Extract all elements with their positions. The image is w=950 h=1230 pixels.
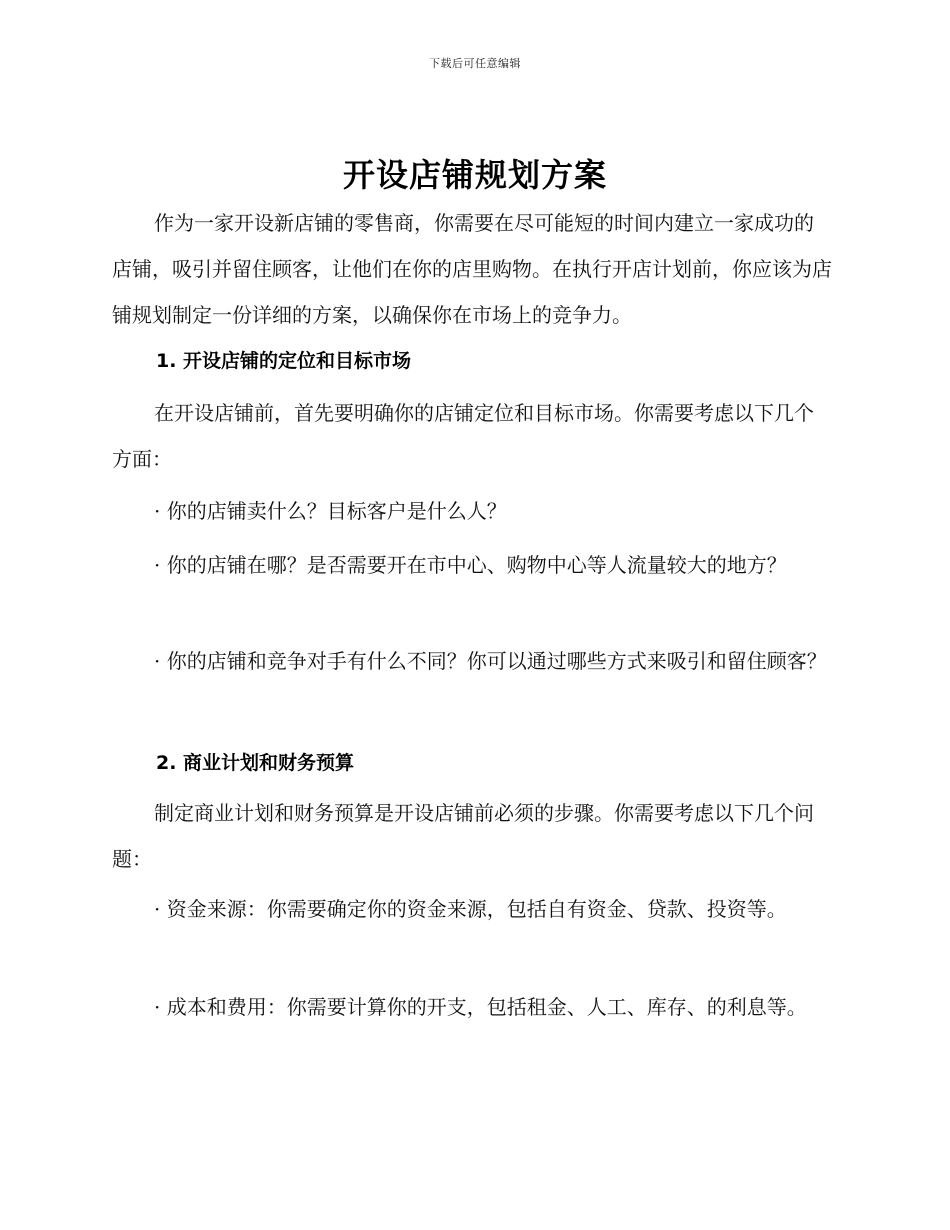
section-2-bullet: · 成本和费用：你需要计算你的开支，包括租金、人工、库存、的利息等。	[154, 995, 807, 1019]
section-1-bullet: · 你的店铺和竞争对手有什么不同？你可以通过哪些方式来吸引和留住顾客？	[154, 649, 827, 673]
section-2-paragraph: 制定商业计划和财务预算是开设店铺前必须的步骤。你需要考虑以下几个问题：	[112, 801, 814, 871]
section-1-heading: 1. 开设店铺的定位和目标市场	[156, 350, 412, 372]
document-title: 开设店铺规划方案	[342, 156, 607, 194]
section-2-heading: 2. 商业计划和财务预算	[156, 752, 355, 774]
section-2-bullet: · 资金来源：你需要确定你的资金来源，包括自有资金、贷款、投资等。	[154, 897, 787, 921]
intro-paragraph: 作为一家开设新店铺的零售商，你需要在尽可能短的时间内建立一家成功的店铺，吸引并留住顾客，让他们在你的店里购物。在执行开店计划前，你应该为店铺规划制定一份详细的方案，以确保你在市场上的竞争力。	[112, 211, 832, 327]
page-header-note: 下载后可任意编辑	[429, 57, 521, 70]
section-1-bullet: · 你的店铺在哪？是否需要开在市中心、购物中心等人流量较大的地方？	[154, 553, 787, 577]
section-1-paragraph: 在开设店铺前，首先要明确你的店铺定位和目标市场。你需要考虑以下几个方面：	[112, 401, 814, 471]
section-1-bullet: · 你的店铺卖什么？目标客户是什么人？	[154, 499, 507, 523]
